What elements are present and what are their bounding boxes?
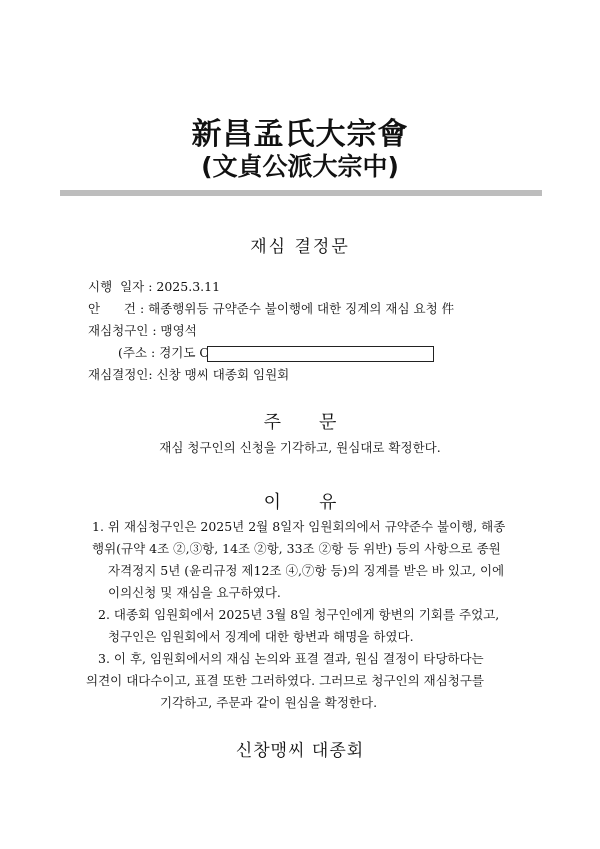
- meta-decider-row: [88, 364, 454, 386]
- reasons-heading: 이유: [263, 492, 375, 513]
- reason-line: 행위(규약 4조 ②,③항, 14조 ②항, 33조 ②항 등 위반) 등의 사항으로 종원: [92, 541, 501, 556]
- reason-line: 의견이 대다수이고, 표결 또한 그러하였다. 그러므로 청구인의 재심청구를: [86, 673, 485, 688]
- meta-decider-value: 신창 맹씨 대종회 임원회: [156, 367, 290, 382]
- reason-line: 자격정지 5년 (윤리규정 제12조 ④,⑦항 등)의 징계를 받은 바 있고, 이에: [108, 563, 505, 578]
- reason-line: 기각하고, 주문과 같이 원심을 확정한다.: [160, 695, 378, 710]
- order-text: 재심 청구인의 신청을 기각하고, 원심대로 확정한다.: [159, 440, 441, 455]
- meta-subject-row: [88, 298, 454, 320]
- document-title: 재심 결정문: [250, 237, 350, 257]
- org-name: 新昌孟氏大宗會: [191, 117, 409, 152]
- reason-line: 이의신청 및 재심을 요구하였다.: [108, 585, 281, 600]
- address-redaction-box: [207, 346, 434, 362]
- meta-address-label: (주소 :: [118, 345, 160, 360]
- meta-subject-label: 안 건 :: [88, 301, 149, 316]
- reason-line: 3. 이 후, 임원회에서의 재심 논의와 표결 결과, 원심 결정이 타당하다는: [98, 651, 484, 666]
- meta-decider-label: 재심결정인:: [88, 367, 157, 382]
- reason-line: 1. 위 재심청구인은 2025년 2월 8일자 임원회의에서 규약준수 불이행, 해종: [92, 519, 506, 534]
- org-branch: (文貞公派大宗中): [201, 152, 399, 181]
- header-divider: [60, 190, 542, 196]
- reason-line: 청구인은 임원회에서 징계에 대한 항변과 해명을 하였다.: [108, 629, 414, 644]
- meta-requester-row: [88, 320, 454, 342]
- meta-date-row: [88, 276, 454, 298]
- footer-org-name: 신창맹씨 대종회: [235, 741, 365, 761]
- document-meta: [88, 276, 454, 386]
- meta-subject-value: 해종행위등 규약준수 불이행에 대한 징계의 재심 요청 件: [148, 301, 455, 316]
- meta-address-value: 경기도 C: [159, 345, 209, 360]
- reason-line: 2. 대종회 임원회에서 2025년 3월 8일 청구인에게 항변의 기회를 주었고,: [98, 607, 500, 622]
- meta-date-label: 시행 일자 :: [88, 279, 157, 294]
- meta-address-row: [88, 342, 454, 364]
- meta-requester-label: 재심청구인 :: [88, 323, 161, 338]
- reasons-body: [86, 516, 518, 714]
- order-heading: 주문: [263, 412, 375, 433]
- meta-requester-value: 맹영석: [160, 323, 197, 338]
- meta-date-value: 2025.3.11: [156, 279, 221, 294]
